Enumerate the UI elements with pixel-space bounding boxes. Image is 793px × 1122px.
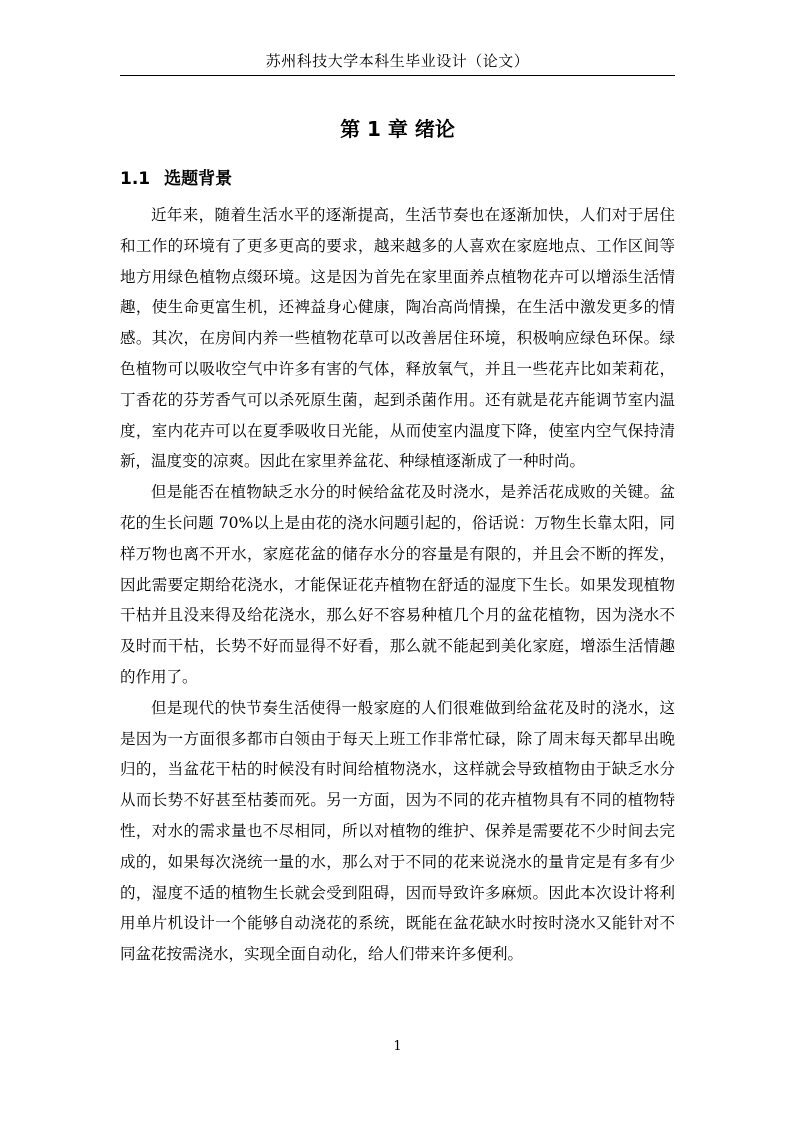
section-title: 选题背景 (164, 169, 233, 189)
section-heading (120, 166, 232, 192)
paragraph: 但是现代的快节奏生活使得一般家庭的人们很难做到给盆花及时的浇水，这是因为一方面很多都市白领由于每天上班工作非常忙碌，除了周末每天都早出晚归的，当盆花干枯的时候没有时间给植物浇水，这样就会导致植物由于缺乏水分从而长势不好甚至枯萎而死。另一方面，因为不同的花卉植物具有不同的植物特性，对水的需求量也不尽相同，所以对植物的维护、保养是需要花不少时间去完成的，如果每次浇统一量的水，那么对于不同的花来说浇水的量肯定是有多有少的，湿度不适的植物生长就会受到阻碍，因而导致许多麻烦。因此本次设计将利用单片机设计一个能够自动浇花的系统，既能在盆花缺水时按时浇水又能针对不同盆花按需浇水，实现全面自动化，给人们带来许多便利。 (120, 698, 675, 964)
header-divider (120, 75, 675, 76)
section-number: 1.1 (120, 169, 151, 189)
chapter-title: 第 1 章 绪论 (340, 117, 455, 141)
page-number: 1 (393, 1039, 402, 1054)
running-header: 苏州科技大学本科生毕业设计（论文） (265, 52, 530, 70)
paragraph: 但是能否在植物缺乏水分的时候给盆花及时浇水，是养活花成败的关键。盆花的生长问题 70%以上是由花的浇水问题引起的，俗话说：万物生长靠太阳，同样万物也离不开水，家庭花盆的储存水分的容量是有限的，并且会不断的挥发，因此需要定期给花浇水，才能保证花卉植物在舒适的湿度下生长。如果发现植物干枯并且没来得及给花浇水，那么好不容易种植几个月的盆花植物，因为浇水不及时而干枯，长势不好而显得不好看，那么就不能起到美化家庭，增添生活情趣的作用了。 (120, 483, 675, 686)
paragraph: 近年来，随着生活水平的逐渐提高，生活节奏也在逐渐加快，人们对于居住和工作的环境有了更多更高的要求，越来越多的人喜欢在家庭地点、工作区间等地方用绿色植物点缀环境。这是因为首先在家里面养点植物花卉可以增添生活情趣，使生命更富生机，还裨益身心健康，陶冶高尚情操，在生活中激发更多的情感。其次，在房间内养一些植物花草可以改善居住环境，积极响应绿色环保。绿色植物可以吸收空气中许多有害的气体，释放氧气，并且一些花卉比如茉莉花，丁香花的芬芳香气可以杀死原生菌，起到杀菌作用。还有就是花卉能调节室内温度，室内花卉可以在夏季吸收日光能，从而使室内温度下降，使室内空气保持清新，温度变的凉爽。因此在家里养盆花、种绿植逐渐成了一种时尚。 (120, 206, 675, 471)
body-text (120, 200, 675, 970)
